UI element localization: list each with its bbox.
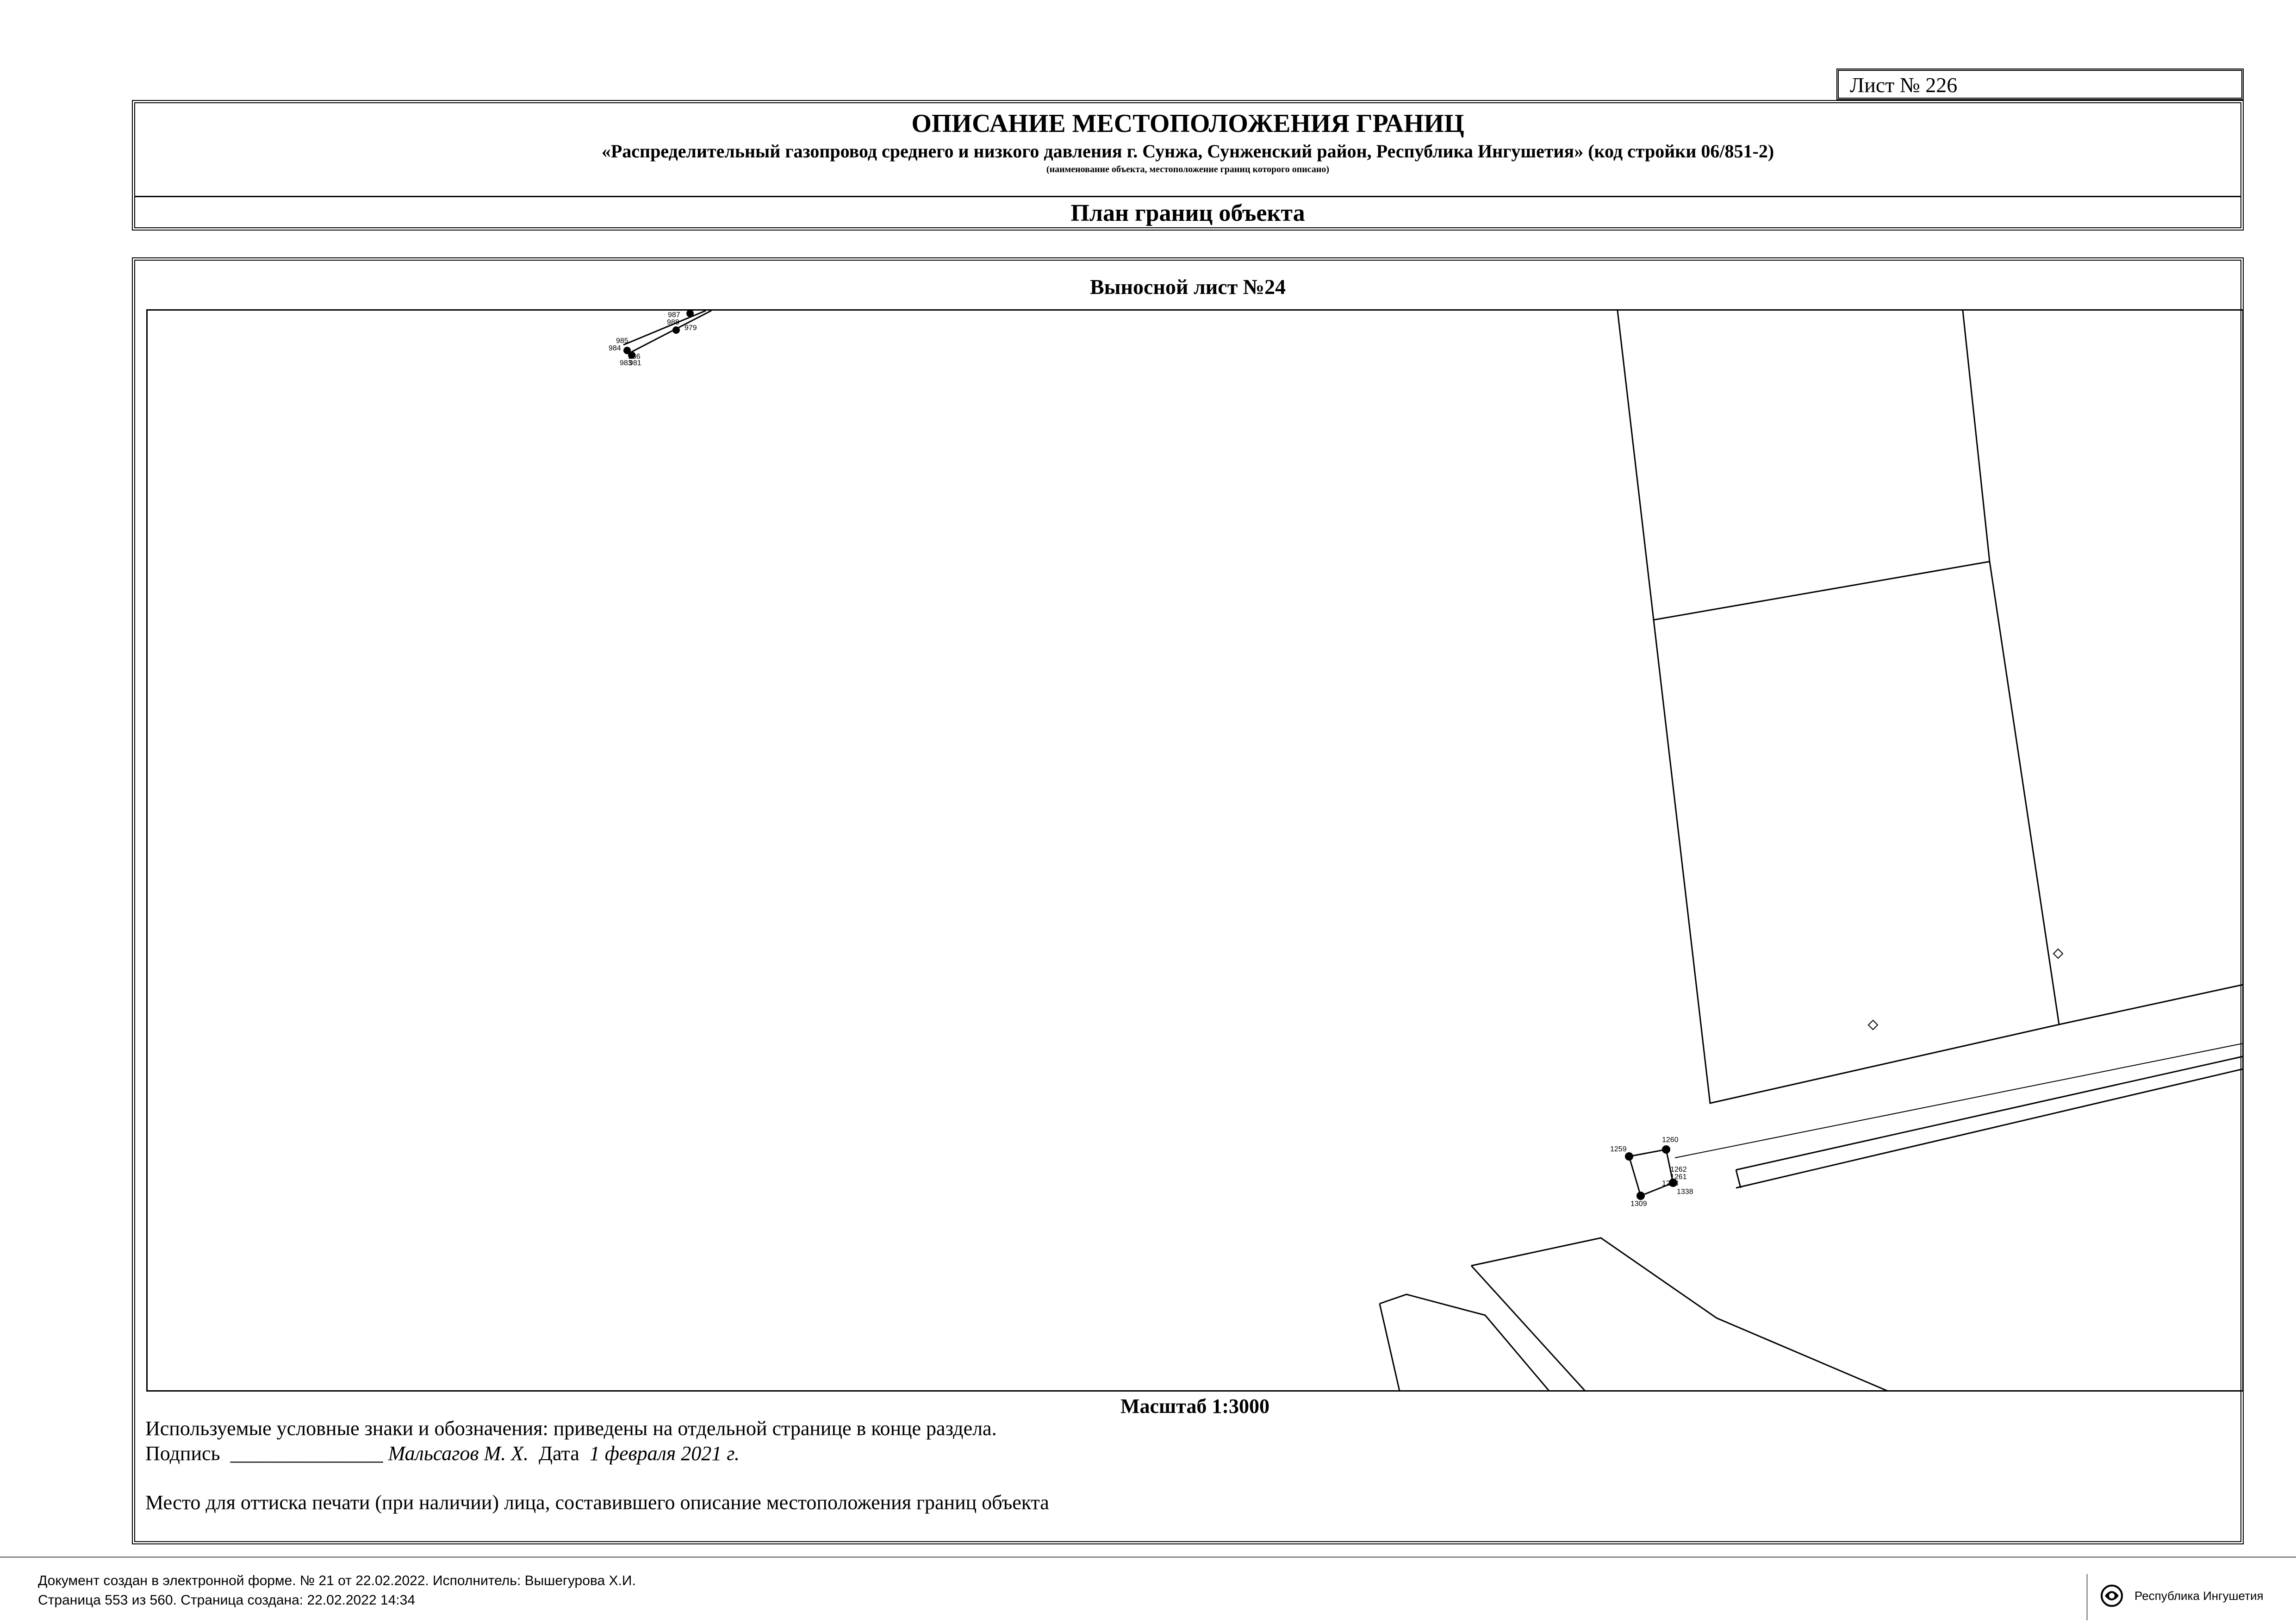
document-header	[132, 100, 2244, 231]
footer-page-info: Страница 553 из 560. Страница создана: 22.02.2022 14:34	[38, 1593, 416, 1608]
parcel-edge	[2059, 984, 2244, 1024]
date-label: Дата	[539, 1442, 579, 1465]
point-label: 1260	[1662, 1136, 1679, 1144]
marker-diamond-1	[2053, 949, 2063, 958]
road-line-2	[1736, 1068, 2244, 1188]
boundary-map-drawing	[148, 311, 2244, 1392]
point-label: 985	[616, 337, 628, 345]
header-divider	[135, 196, 2240, 197]
sheet-number: Лист № 226	[1850, 73, 1958, 97]
parcel-bottom-left	[1380, 1294, 1551, 1392]
signature-line	[145, 1442, 740, 1465]
point-label: 1309	[1630, 1200, 1647, 1208]
footer-region-name: Республика Ингушетия	[2134, 1589, 2264, 1603]
map-scale: Масштаб 1:3000	[1120, 1395, 1269, 1418]
signatory-name: Мальсагов М. Х.	[388, 1442, 529, 1465]
parcel-middle	[1654, 562, 2059, 1103]
parcel-bottom-right-side	[1471, 1266, 1587, 1392]
point-label: 984	[609, 344, 621, 352]
extract-sheet-title: Выносной лист №24	[1089, 275, 1286, 299]
plan-title: План границ объекта	[1070, 200, 1305, 226]
parcel-upper	[1618, 311, 1990, 620]
point-label: 1338	[1677, 1188, 1693, 1196]
point-1259	[1625, 1152, 1633, 1161]
point-979	[672, 326, 680, 334]
parcel-bottom-right	[1471, 1238, 1892, 1392]
signature-date: 1 февраля 2021 г.	[589, 1442, 740, 1465]
sheet-number-box	[1836, 69, 2244, 100]
object-name: «Распределительный газопровод среднего и низкого давления г. Сунжа, Сунженский район, Республика Ингушетия» (код стройки 06/851-2)	[601, 141, 1774, 162]
point-1309	[1636, 1192, 1645, 1200]
footer-document-info: Документ создан в электронной форме. № 21 от 22.02.2022. Исполнитель: Вышегурова Х.И.	[38, 1573, 636, 1588]
stamp-note: Место для оттиска печати (при наличии) лица, составившего описание местоположения границ объекта	[145, 1491, 1049, 1514]
marker-diamond-2	[1868, 1020, 1878, 1030]
point-1260	[1662, 1145, 1670, 1154]
boundary-map	[146, 309, 2244, 1392]
legend-note: Используемые условные знаки и обозначения: приведены на отдельной странице в конце раздела.	[145, 1417, 997, 1440]
road-line-1	[1736, 1056, 2244, 1170]
footer-divider	[0, 1556, 2296, 1558]
road-line-3	[1675, 1043, 2244, 1158]
document-title: ОПИСАНИЕ МЕСТОПОЛОЖЕНИЯ ГРАНИЦ	[911, 109, 1464, 138]
point-label: 979	[684, 324, 697, 332]
point-label: 1262	[1670, 1166, 1687, 1174]
point-label: 1263	[1662, 1180, 1679, 1187]
point-label: 983	[620, 359, 632, 367]
point-label: 1261	[1670, 1173, 1687, 1181]
point-label: 987	[668, 311, 680, 319]
boundary-points	[623, 311, 1677, 1200]
point-label: 986	[628, 353, 641, 361]
region-emblem-icon	[2096, 1580, 2128, 1612]
signature-blank: _______________	[230, 1442, 383, 1465]
point-label: 988	[667, 319, 679, 326]
road-end	[1736, 1170, 1741, 1188]
object-name-caption: (наименование объекта, местоположение границ которого описано)	[1046, 164, 1330, 175]
footer-separator	[2086, 1574, 2088, 1620]
signature-label: Подпись	[145, 1442, 220, 1465]
parcel-bottom-left-side	[1380, 1304, 1400, 1392]
point-label: 981	[629, 359, 641, 367]
object-contour-bottom	[1629, 1149, 1673, 1196]
point-label: 1259	[1610, 1145, 1627, 1153]
